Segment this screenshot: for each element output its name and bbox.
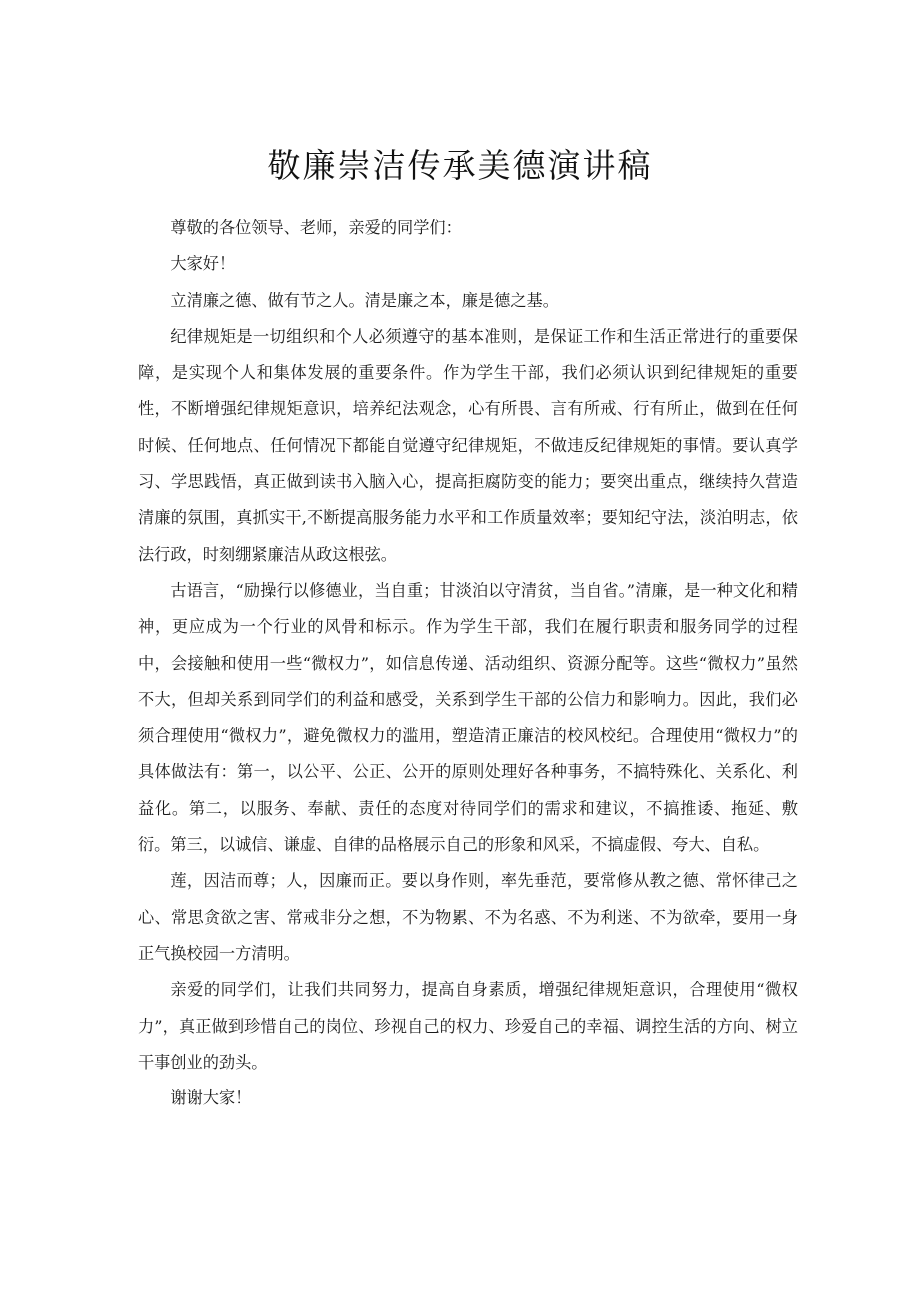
document-body [138, 210, 798, 1116]
appeal-paragraph: 亲爱的同学们，让我们共同努力，提高自身素质，增强纪律规矩意识，合理使用“微权力”，真正做到珍惜自己的岗位、珍视自己的权力、珍爱自己的幸福、调控生活的方向、树立干事创业的劲头。 [138, 980, 798, 1072]
theme-paragraph: 立清廉之德、做有节之人。清是廉之本，廉是德之基。 [170, 290, 559, 310]
discipline-paragraph: 纪律规矩是一切组织和个人必须遵守的基本准则，是保证工作和生活正常进行的重要保障，是实现个人和集体发展的重要条件。作为学生干部，我们必须认识到纪律规矩的重要性，不断增强纪律规矩意识，培养纪法观念，心有所畏、言有所戒、行有所止，做到在任何时候、任何地点、任何情况下都能自觉遵守纪律规矩，不做违反纪律规矩的事情。要认真学习、学思践悟，真正做到读书入脑入心，提高拒腐防变的能力；要突出重点，继续持久营造清廉的氛围，真抓实干,不断提高服务能力水平和工作质量效率；要知纪守法，淡泊明志，依法行政，时刻绷紧廉洁从政这根弦。 [138, 326, 798, 564]
micro-power-paragraph: 古语言，“励操行以修德业，当自重；甘淡泊以守清贫，当自省。”清廉，是一种文化和精神，更应成为一个行业的风骨和标示。作为学生干部，我们在履行职责和服务同学的过程中，会接触和使用一些“微权力”，如信息传递、活动组织、资源分配等。这些“微权力”虽然不大，但却关系到同学们的利益和感受，关系到学生干部的公信力和影响力。因此，我们必须合理使用“微权力”，避免微权力的滥用，塑造清正廉洁的校风校纪。合理使用“微权力”的具体做法有：第一，以公平、公正、公开的原则处理好各种事务，不搞特殊化、关系化、利益化。第二，以服务、奉献、责任的态度对待同学们的需求和建议，不搞推诿、拖延、敷衍。第三，以诚信、谦虚、自律的品格展示自己的形象和风采，不搞虚假、夸大、自私。 [138, 580, 798, 855]
salutation-paragraph: 尊敬的各位领导、老师，亲爱的同学们： [170, 218, 462, 237]
document-title: 敬廉崇洁传承美德演讲稿 [267, 146, 653, 186]
closing-paragraph: 谢谢大家！ [170, 1088, 252, 1108]
greeting-paragraph: 大家好！ [170, 254, 236, 274]
lotus-paragraph: 莲，因洁而尊；人，因廉而正。要以身作则，率先垂范，要常修从教之德、常怀律己之心、常思贪欲之害、常戒非分之想，不为物累、不为名惑、不为利迷、不为欲牵，要用一身正气换校园一方清明。 [138, 871, 798, 963]
